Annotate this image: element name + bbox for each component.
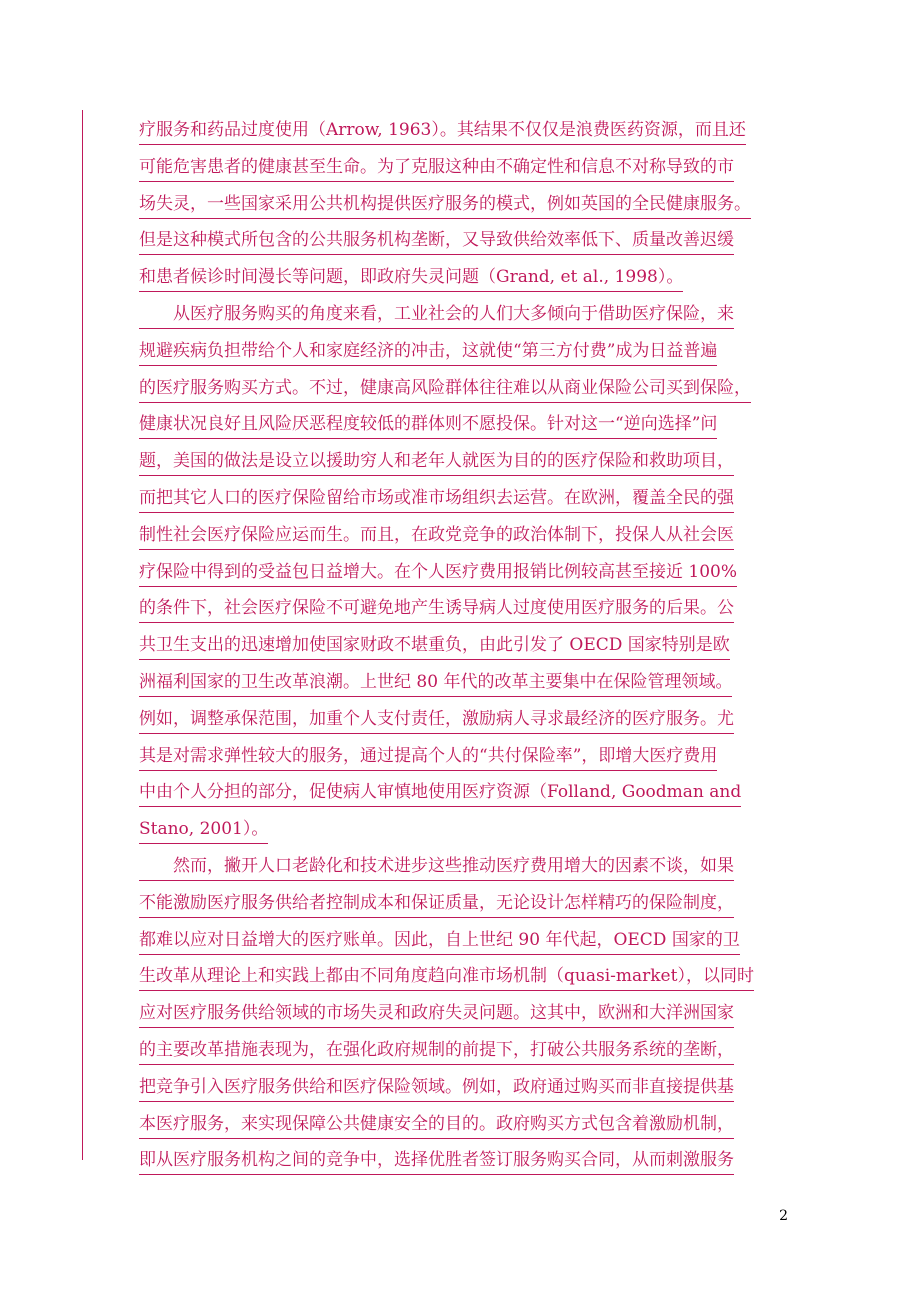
text-line-content: 场失灵，一些国家采用公共机构提供医疗服务的模式，例如英国的全民健康服务。 xyxy=(139,193,751,219)
text-line-content: 可能危害患者的健康甚至生命。为了克服这种由不确定性和信息不对称导致的市 xyxy=(139,156,734,182)
text-line-content: 把竞争引入医疗服务供给和医疗保险领域。例如，政府通过购买而非直接提供基 xyxy=(139,1076,734,1102)
text-line-content: 即从医疗服务机构之间的竞争中，选择优胜者签订服务购买合同，从而刺激服务 xyxy=(139,1149,734,1175)
text-line xyxy=(139,297,782,334)
text-line-content: 共卫生支出的迅速增加使国家财政不堪重负，由此引发了 OECD 国家特别是欧 xyxy=(139,634,730,660)
text-line xyxy=(139,775,782,812)
text-line-content: 健康状况良好且风险厌恶程度较低的群体则不愿投保。针对这一“逆向选择”问 xyxy=(139,413,717,439)
text-line xyxy=(139,407,782,444)
text-line xyxy=(139,555,782,592)
text-line-content: 疗保险中得到的受益包日益增大。在个人医疗费用报销比例较高甚至接近 100% xyxy=(139,561,737,587)
text-line-content: 从医疗服务购买的角度来看，工业社会的人们大多倾向于借助医疗保险，来 xyxy=(139,303,734,329)
text-line xyxy=(139,113,782,150)
text-line xyxy=(139,481,782,518)
text-line xyxy=(139,886,782,923)
text-line-content: 题，美国的做法是设立以援助穷人和老年人就医为目的的医疗保险和救助项目， xyxy=(139,450,734,476)
text-line xyxy=(139,1107,782,1144)
text-line xyxy=(139,260,782,297)
text-line xyxy=(139,702,782,739)
body-text xyxy=(139,113,782,1180)
text-line-content: Stano, 2001）。 xyxy=(139,818,268,844)
text-line-content: 疗服务和药品过度使用（Arrow, 1963）。其结果不仅仅是浪费医药资源，而且还 xyxy=(139,119,746,145)
text-line xyxy=(139,1143,782,1180)
text-line-content: 生改革从理论上和实践上都由不同角度趋向准市场机制（quasi-market），以同时 xyxy=(139,965,754,991)
text-line xyxy=(139,959,782,996)
text-line-content: 制性社会医疗保险应运而生。而且，在政党竞争的政治体制下，投保人从社会医 xyxy=(139,524,734,550)
revision-change-bar xyxy=(82,110,83,1160)
text-line-content: 洲福利国家的卫生改革浪潮。上世纪 80 年代的改革主要集中在保险管理领域。 xyxy=(139,671,732,697)
text-line-content: 例如，调整承保范围，加重个人支付责任，激励病人寻求最经济的医疗服务。尤 xyxy=(139,708,734,734)
text-line xyxy=(139,812,782,849)
text-line xyxy=(139,150,782,187)
page-number: 2 xyxy=(779,1208,788,1224)
text-line-content: 而把其它人口的医疗保险留给市场或准市场组织去运营。在欧洲，覆盖全民的强 xyxy=(139,487,734,513)
text-line-content: 规避疾病负担带给个人和家庭经济的冲击，这就使“第三方付费”成为日益普遍 xyxy=(139,340,717,366)
text-line-content: 的医疗服务购买方式。不过，健康高风险群体往往难以从商业保险公司买到保险， xyxy=(139,377,751,403)
text-line-content: 的条件下，社会医疗保险不可避免地产生诱导病人过度使用医疗服务的后果。公 xyxy=(139,597,734,623)
text-line xyxy=(139,628,782,665)
text-line xyxy=(139,665,782,702)
text-line-content: 和患者候诊时间漫长等问题，即政府失灵问题（Grand, et al., 1998）。 xyxy=(139,266,683,292)
text-line xyxy=(139,223,782,260)
text-line-content: 都难以应对日益增大的医疗账单。因此，自上世纪 90 年代起，OECD 国家的卫 xyxy=(139,929,740,955)
text-line xyxy=(139,371,782,408)
text-line xyxy=(139,591,782,628)
text-line xyxy=(139,996,782,1033)
text-line-content: 但是这种模式所包含的公共服务机构垄断，又导致供给效率低下、质量改善迟缓 xyxy=(139,229,734,255)
text-line xyxy=(139,444,782,481)
text-line-content: 应对医疗服务供给领域的市场失灵和政府失灵问题。这其中，欧洲和大洋洲国家 xyxy=(139,1002,734,1028)
text-line xyxy=(139,334,782,371)
text-line-content: 不能激励医疗服务供给者控制成本和保证质量，无论设计怎样精巧的保险制度， xyxy=(139,892,734,918)
text-line xyxy=(139,739,782,776)
text-line xyxy=(139,923,782,960)
text-line-content: 的主要改革措施表现为，在强化政府规制的前提下，打破公共服务系统的垄断， xyxy=(139,1039,734,1065)
text-line xyxy=(139,1033,782,1070)
text-line-content: 然而，撇开人口老龄化和技术进步这些推动医疗费用增大的因素不谈，如果 xyxy=(139,855,734,881)
text-line xyxy=(139,518,782,555)
text-line-content: 其是对需求弹性较大的服务，通过提高个人的“共付保险率”，即增大医疗费用 xyxy=(139,745,717,771)
text-line-content: 中由个人分担的部分，促使病人审慎地使用医疗资源（Folland, Goodman and xyxy=(139,781,741,807)
text-line xyxy=(139,1070,782,1107)
text-line-content: 本医疗服务，来实现保障公共健康安全的目的。政府购买方式包含着激励机制， xyxy=(139,1113,734,1139)
text-line xyxy=(139,849,782,886)
text-line xyxy=(139,187,782,224)
